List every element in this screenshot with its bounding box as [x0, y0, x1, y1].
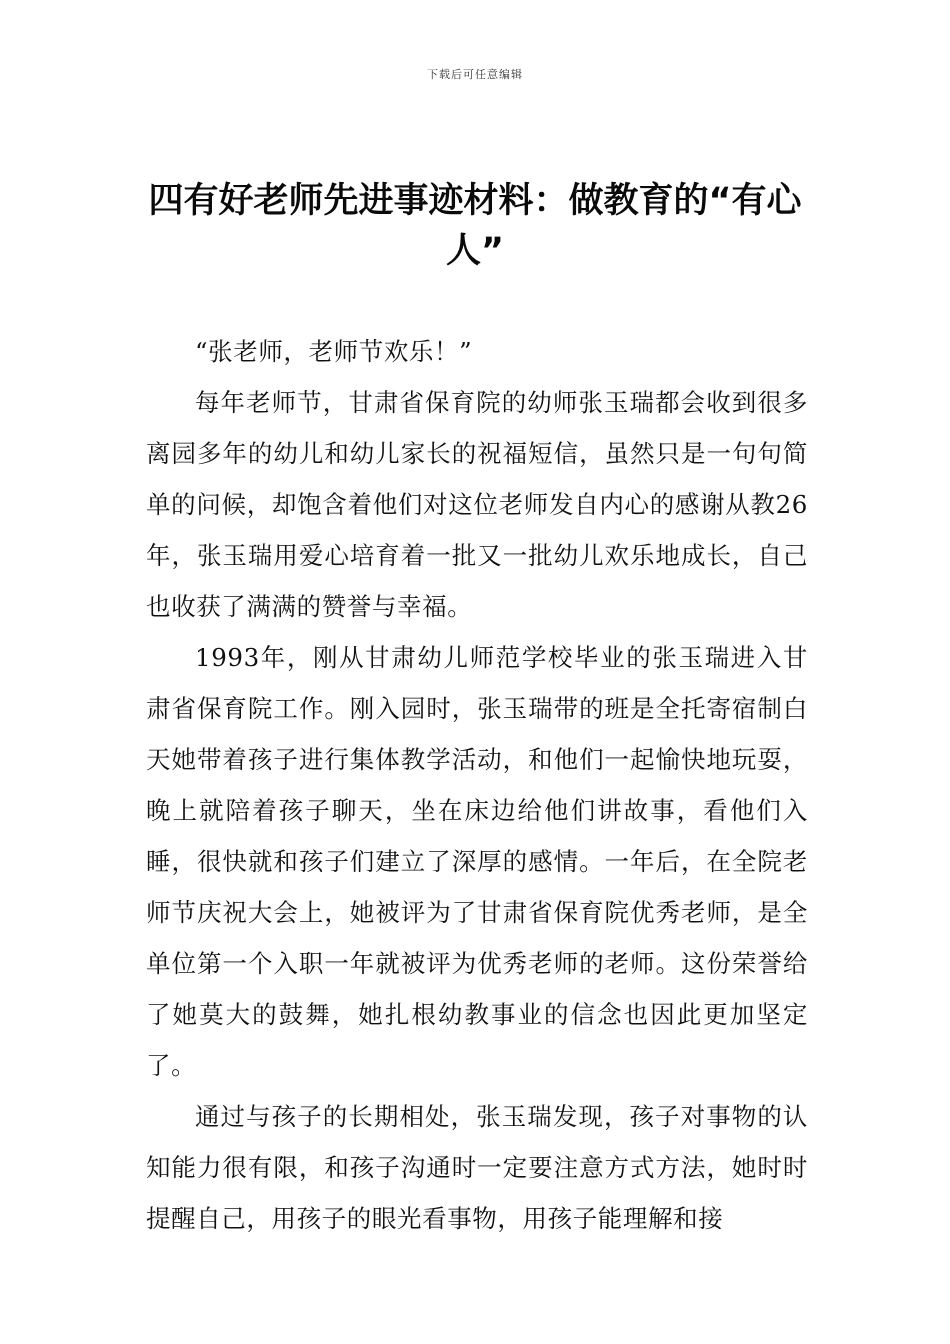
paragraph-greeting: “张老师，老师节欢乐！” — [195, 337, 473, 366]
paragraph-3: 通过与孩子的长期相处，张玉瑞发现，孩子对事物的认知能力很有限，和孩子沟通时一定要注意方式方法，她时时提醒自己，用孩子的眼光看事物，用孩子能理解和接 — [146, 1102, 808, 1233]
document-body — [146, 326, 808, 1244]
paragraph-2: 1993年，刚从甘肃幼儿师范学校毕业的张玉瑞进入甘肃省保育院工作。刚入园时，张玉瑞带的班是全托寄宿制白天她带着孩子进行集体教学活动，和他们一起愉快地玩耍，晚上就陪着孩子聊天，坐在床边给他们讲故事，看他们入睡，很快就和孩子们建立了深厚的感情。一年后，在全院老师节庆祝大会上，她被评为了甘肃省保育院优秀老师，是全单位第一个入职一年就被评为优秀老师的老师。这份荣誉给了她莫大的鼓舞，她扎根幼教事业的信念也因此更加坚定了。 — [146, 643, 808, 1080]
document-title: 四有好老师先进事迹材料：做教育的“有心人” — [148, 181, 802, 271]
page-header-note: 下载后可任意编辑 — [427, 68, 523, 81]
paragraph-1: 每年老师节，甘肃省保育院的幼师张玉瑞都会收到很多离园多年的幼儿和幼儿家长的祝福短信，虽然只是一句句简单的问候，却饱含着他们对这位老师发自内心的感谢从教26年，张玉瑞用爱心培育着一批又一批幼儿欢乐地成长，自己也收获了满满的赞誉与幸福。 — [146, 388, 808, 621]
